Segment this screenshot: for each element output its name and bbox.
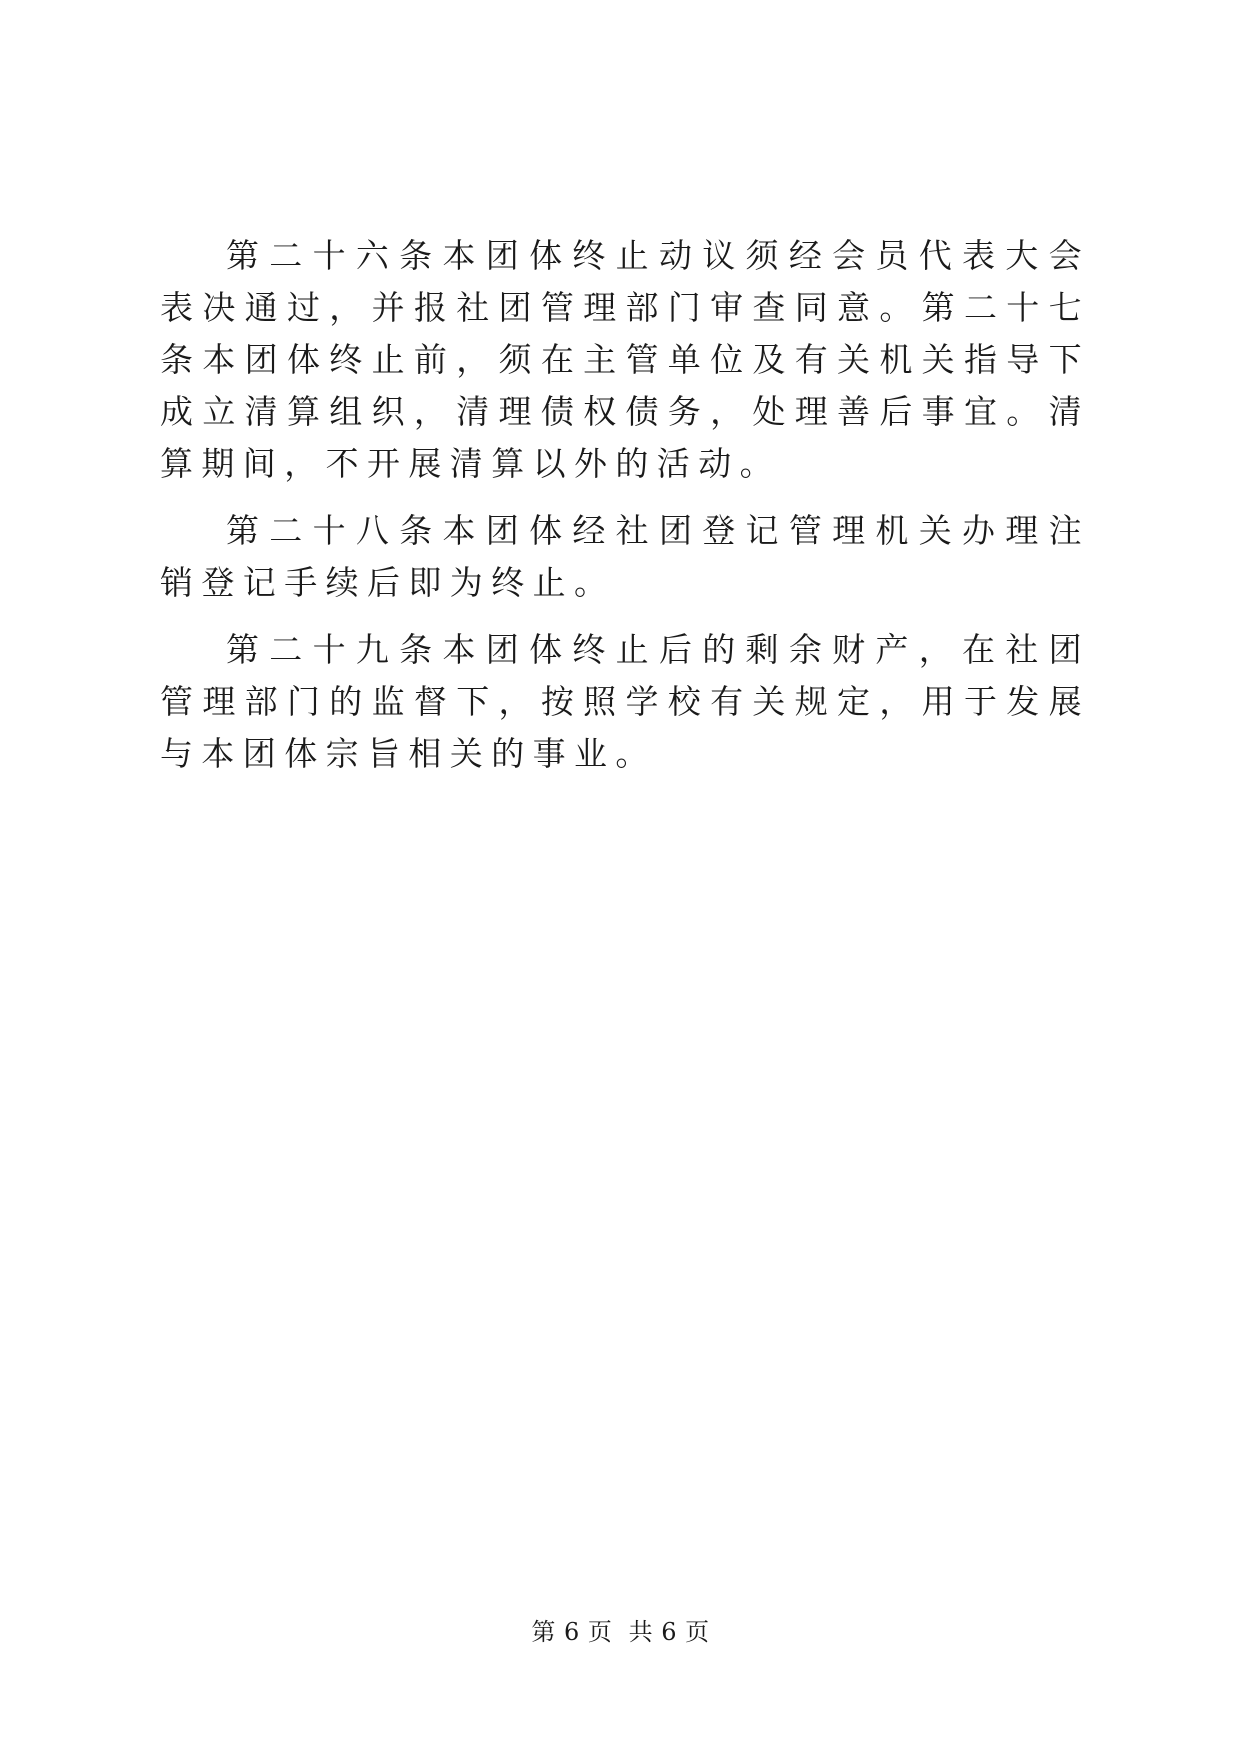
page-number-footer: 第 6 页 共 6 页 <box>531 1618 710 1646</box>
document-body <box>160 230 1090 780</box>
paragraph-article-26-27: 第二十六条本团体终止动议须经会员代表大会表决通过，并报社团管理部门审查同意。第二十七条本团体终止前，须在主管单位及有关机关指导下成立清算组织，清理债权债务，处理善后事宜。清算期间，不开展清算以外的活动。 <box>160 236 1090 483</box>
paragraph-article-29: 第二十九条本团体终止后的剩余财产，在社团管理部门的监督下，按照学校有关规定，用于发展与本团体宗旨相关的事业。 <box>160 630 1090 773</box>
paragraph-article-28: 第二十八条本团体经社团登记管理机关办理注销登记手续后即为终止。 <box>160 511 1090 602</box>
